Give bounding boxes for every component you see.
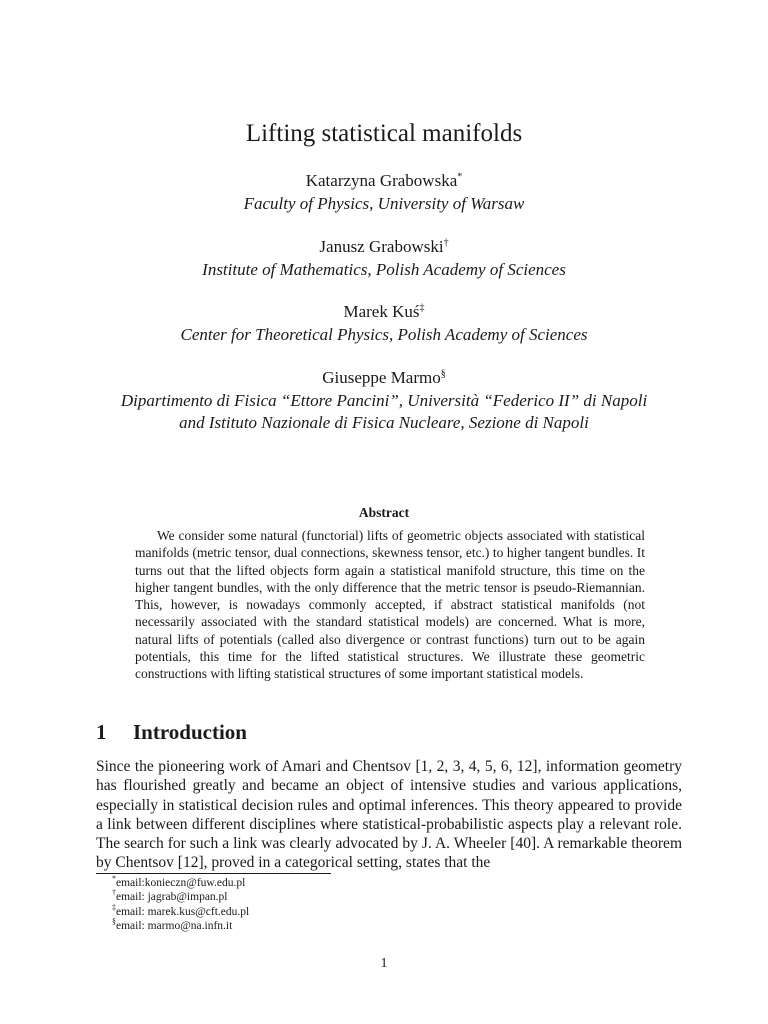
footnote-rule xyxy=(96,873,331,874)
author-name-text: Marek Kuś xyxy=(343,302,420,321)
footnote-mark: § xyxy=(112,917,116,927)
author-name-text: Katarzyna Grabowska xyxy=(305,171,458,190)
author-affiliation: and Istituto Nazionale di Fisica Nucleare, Sezione di Napoli xyxy=(179,413,589,432)
footnote-email: email: marek.kus@cft.edu.pl xyxy=(116,905,250,918)
footnote-mark: ‡ xyxy=(112,902,116,912)
abstract-text: We consider some natural (functorial) lifts of geometric objects associated with statistical manifolds (metric tensor, dual connections, skewness tensor, etc.) to higher tangent bundles. It turns out that the lifted objects form again a statistical manifold structure, this time on the higher tangent bundles, with the only difference that the metric tensor is pseudo-Riemannian. This, however, is nowadays commonly accepted, if abstract statistical manifolds (not necessarily associated with the standard statistical models) are concerned. What is more, natural lifts of potentials (called also divergence or contrast functions) turn out to be again potentials, this time for the lifted statistical structures. We illustrate these geometric constructions with lifting statistical structures of some important statistical models. xyxy=(135,528,645,682)
footnote-email: email: marmo@na.infn.it xyxy=(116,919,233,932)
author-affiliation: Center for Theoretical Physics, Polish Academy of Sciences xyxy=(180,325,588,344)
author-name xyxy=(0,237,768,257)
section-title: Introduction xyxy=(133,720,247,744)
footnote xyxy=(112,919,512,933)
author-affiliation: Dipartimento di Fisica “Ettore Pancini”, Università “Federico II” di Napoli xyxy=(120,391,648,410)
author-name xyxy=(0,171,768,191)
footnotes xyxy=(112,876,512,933)
introduction-body xyxy=(96,757,682,873)
author-footnote-mark: ‡ xyxy=(419,302,425,314)
section-number: 1 xyxy=(96,720,107,744)
abstract-heading: Abstract xyxy=(358,505,410,520)
paper-title: Lifting statistical manifolds xyxy=(245,120,523,147)
footnote-mark: * xyxy=(112,874,116,884)
footnote xyxy=(112,902,512,919)
author-affiliation: Faculty of Physics, University of Warsaw xyxy=(243,194,525,213)
author-name xyxy=(0,302,768,322)
page-number: 1 xyxy=(380,956,388,971)
footnote xyxy=(112,876,512,890)
section-heading xyxy=(96,720,247,745)
footnote-email: email: jagrab@impan.pl xyxy=(116,891,228,904)
abstract-body xyxy=(135,527,645,683)
author-name-text: Janusz Grabowski xyxy=(319,237,444,256)
footnote-mark: † xyxy=(112,888,116,898)
footnote-email: email:konieczn@fuw.edu.pl xyxy=(116,877,246,889)
author-footnote-mark: § xyxy=(440,368,446,380)
author-footnote-mark: * xyxy=(457,171,463,183)
author-name-text: Giuseppe Marmo xyxy=(322,368,441,387)
author-name xyxy=(0,368,768,388)
introduction-text: Since the pioneering work of Amari and Chentsov [1, 2, 3, 4, 5, 6, 12], information geometry has flourished greatly and became an object of intensive studies and various applications, especially in statistical decision rules and optimal inferences. This theory appeared to provide a link between different disciplines where statistical-probabilistic aspects play a relevant role. The search for such a link was clearly advocated by J. A. Wheeler [40]. A remarkable theorem by Chentsov [12], proved in a categorical setting, states that the xyxy=(96,758,682,872)
author-footnote-mark: † xyxy=(443,237,449,249)
author-affiliation: Institute of Mathematics, Polish Academy of Sciences xyxy=(202,260,566,279)
footnote xyxy=(112,890,512,904)
